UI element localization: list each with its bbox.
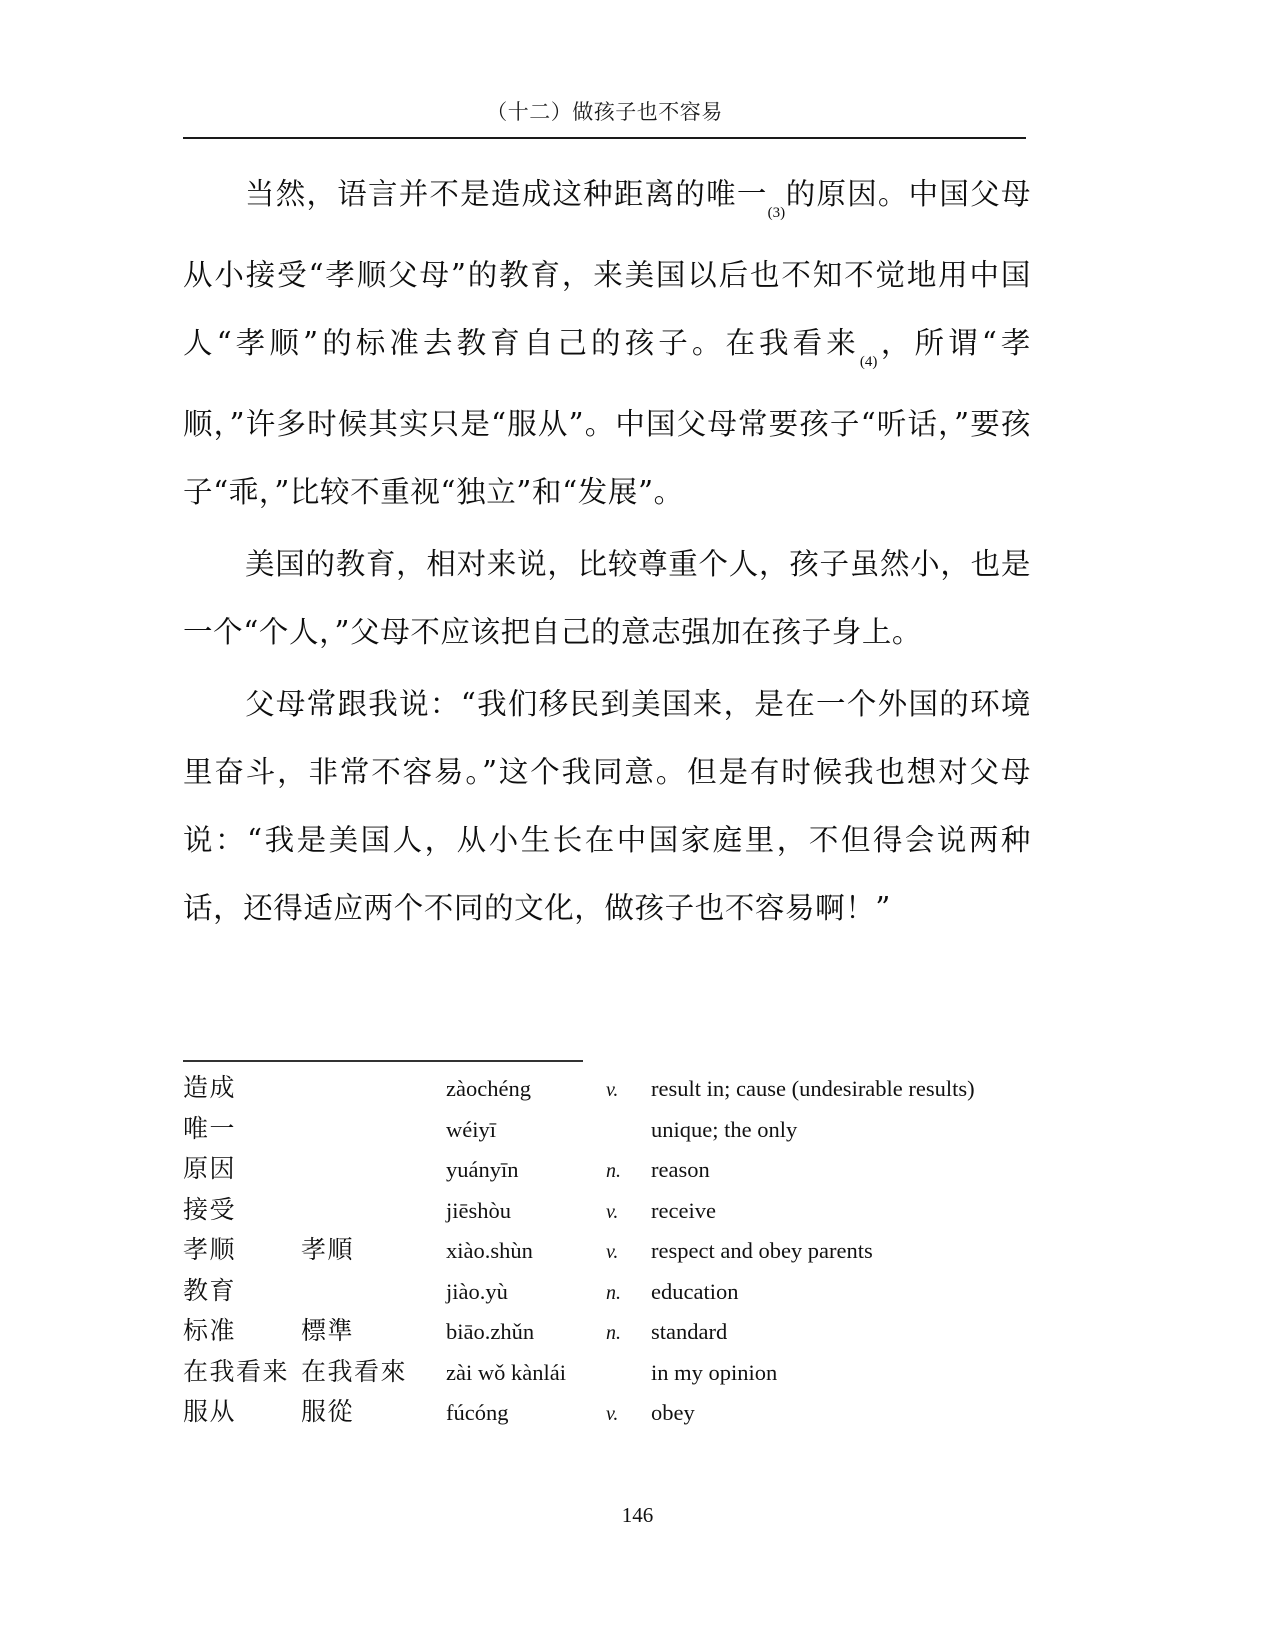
vocab-simplified-word: 孝顺 [183,1235,237,1264]
vocab-pinyin: zài wǒ kànlái [446,1359,566,1385]
vocab-traditional-word: 服從 [301,1397,355,1426]
vocabulary-row [183,1190,1043,1231]
running-head: （十二）做孩子也不容易 [486,100,723,124]
vocab-definition: receive [651,1197,716,1223]
vocab-definition: standard [651,1319,728,1344]
paragraph-text-run: 当然，语言并不是造成这种距离的唯一 [245,177,768,211]
vocabulary-row [183,1392,1043,1433]
vocab-definition: result in; cause (undesirable results) [651,1076,975,1101]
body-text-block [183,160,1031,946]
vocab-part-of-speech: v. [606,1079,619,1101]
paragraph-text-run: ，所谓“孝顺，”许多时候其实只是“服从”。中国父母常要孩子“听话，”要孩子“乖，”比较不重视“独立”和“发展”。 [183,325,1031,509]
vocab-pinyin: biāo.zhǔn [446,1319,535,1344]
vocab-definition: in my opinion [651,1359,778,1385]
vocab-part-of-speech: n. [606,1322,621,1344]
paragraph-3 [183,670,1031,942]
vocabulary-row [183,1068,1043,1109]
vocab-traditional-word: 孝順 [301,1235,355,1264]
vocab-pinyin: fúcóng [446,1400,509,1425]
vocab-definition: obey [651,1400,695,1425]
vocab-pinyin: zàochéng [446,1076,531,1101]
vocabulary-row [183,1149,1043,1190]
vocab-simplified-word: 接受 [183,1194,237,1224]
vocab-pinyin: wéiyī [446,1116,496,1142]
footnote-marker: (4) [859,353,878,370]
vocabulary-row [183,1311,1043,1352]
vocab-simplified-word: 唯一 [183,1113,237,1143]
vocabulary-row [183,1271,1043,1312]
paragraph-2 [183,530,1031,666]
vocab-simplified-word: 服从 [183,1397,237,1426]
vocab-definition: reason [651,1157,710,1182]
vocab-part-of-speech: n. [606,1281,621,1304]
vocab-part-of-speech: n. [606,1160,621,1182]
vocab-simplified-word: 标准 [183,1316,237,1345]
vocab-pinyin: xiào.shùn [446,1238,533,1263]
vocab-pinyin: jiēshòu [446,1197,511,1223]
footnote-marker: (3) [767,204,786,221]
vocabulary-list [183,1068,1043,1433]
page-number: 146 [621,1503,654,1527]
vocab-pinyin: jiào.yù [446,1278,508,1304]
vocabulary-row [183,1352,1043,1393]
vocab-simplified-word: 在我看来 [183,1356,290,1386]
vocabulary-row [183,1230,1043,1271]
paragraph-text-run: 的原因。中国父母从小接受“孝顺父母”的教育，来美国以后也不知不觉地用中国人“孝顺”的标准去教育自己的孩子。在我看来 [183,177,1031,360]
vocab-definition: education [651,1278,739,1304]
vocab-traditional-word: 標準 [301,1316,355,1345]
paragraph-text-run: 父母常跟我说：“我们移民到美国来，是在一个外国的环境里奋斗，非常不容易。”这个我同意。但是有时候我也想对父母说：“我是美国人，从小生长在中国家庭里，不但得会说两种话，还得适应两个不同的文化，做孩子也不容易啊！” [183,686,1031,925]
vocab-definition: respect and obey parents [651,1238,873,1263]
paragraph-text-run: 美国的教育，相对来说，比较尊重个人，孩子虽然小，也是一个“个人，”父母不应该把自己的意志强加在孩子身上。 [183,546,1031,649]
vocab-part-of-speech: v. [606,1241,619,1263]
vocabulary-divider-rule [183,1060,583,1062]
vocab-part-of-speech: v. [606,1200,619,1223]
vocab-definition: unique; the only [651,1116,798,1142]
vocab-traditional-word: 在我看來 [301,1356,408,1386]
vocab-part-of-speech: v. [606,1403,619,1425]
paragraph-1 [183,160,1031,526]
vocab-simplified-word: 原因 [183,1154,237,1183]
vocabulary-row [183,1109,1043,1150]
vocab-pinyin: yuányīn [446,1157,519,1182]
header-divider-rule [183,137,1026,139]
vocab-simplified-word: 教育 [183,1275,237,1305]
vocab-simplified-word: 造成 [183,1073,237,1102]
